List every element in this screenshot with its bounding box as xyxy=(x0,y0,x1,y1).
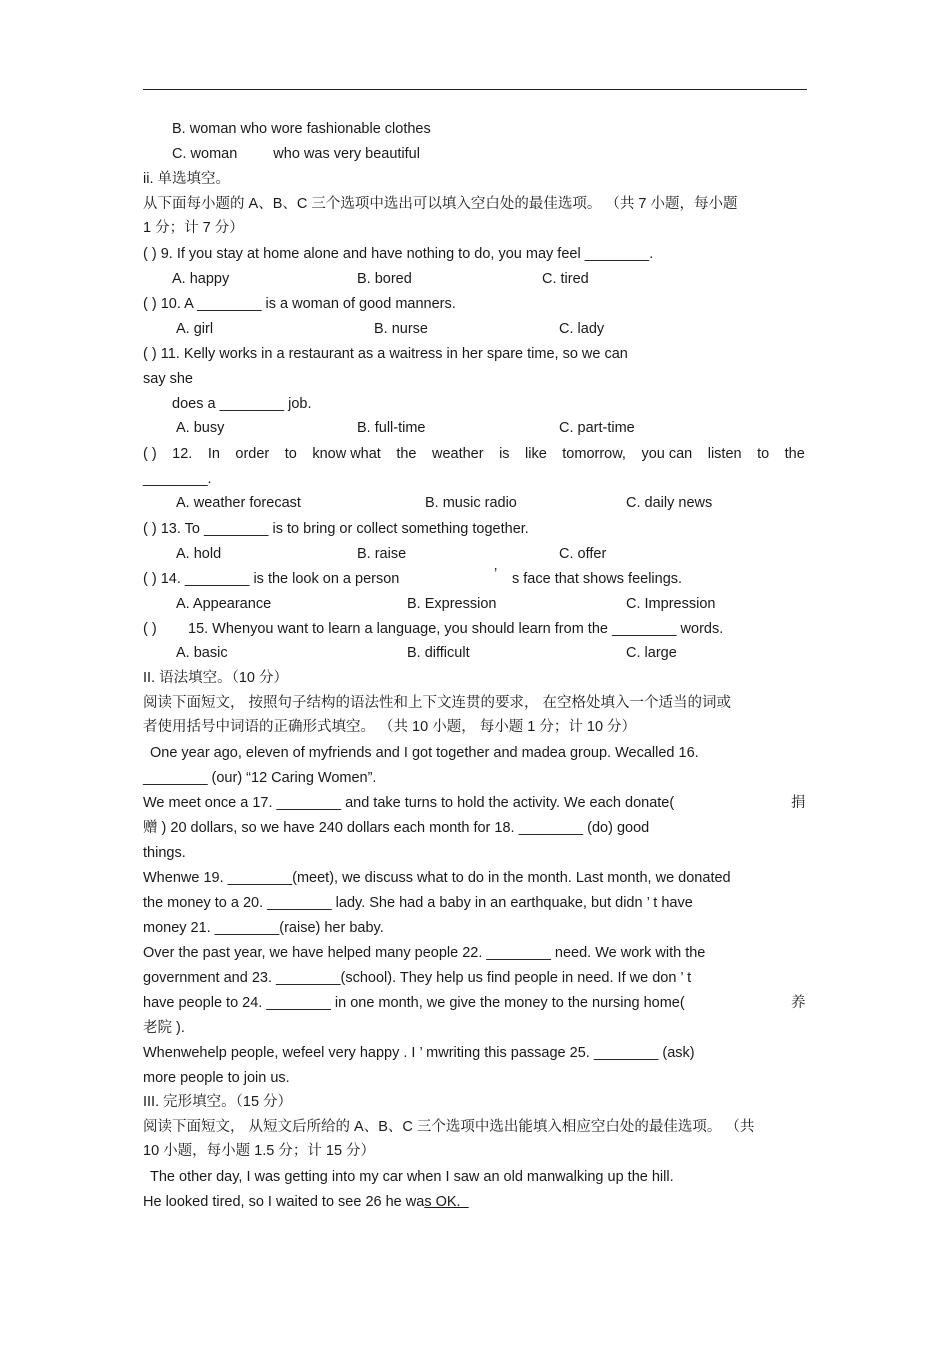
q14-option-b: B. Expression xyxy=(407,596,497,612)
section-III-passage-2 xyxy=(143,1193,469,1211)
section-II-heading: II. 语法填空。（10 分） xyxy=(143,670,289,686)
q12-word: the xyxy=(784,446,805,462)
section-ii-heading: ii. 单选填空。 xyxy=(143,171,230,187)
q12-word: like xyxy=(525,446,547,462)
q15-stem: 15. Whenyou want to learn a language, you should learn from the ________ words. xyxy=(188,621,724,637)
passage-line: Over the past year, we have helped many people 22. ________ need. We work with the xyxy=(143,945,706,961)
q14-stem-2: s face that shows feelings. xyxy=(512,571,683,587)
q11-stem-1: ( ) 11. Kelly works in a restaurant as a waitress in her spare time, so we can xyxy=(143,346,628,362)
q11-stem-3: does a ________ job. xyxy=(172,396,312,412)
margin-char-juan: 捐 xyxy=(791,795,806,811)
passage-line: things. xyxy=(143,845,186,861)
q9-option-a: A. happy xyxy=(172,271,230,287)
q12-word: know what xyxy=(312,446,381,462)
passage-line: Whenwehelp people, wefeel very happy . I ’ mwriting this passage 25. ________ (ask) xyxy=(143,1045,695,1061)
section-III-passage-2-text: He looked tired, so I waited to see 26 he wa xyxy=(143,1194,425,1210)
section-II-instruction-2: 者使用括号中词语的正确形式填空。 （共 10 小题， 每小题 1 分；计 10 分） xyxy=(143,719,637,735)
q12-option-b: B. music radio xyxy=(425,495,517,511)
passage-line: One year ago, eleven of myfriends and I got together and madea group. Wecalled 16. xyxy=(150,745,699,761)
q12-word: In xyxy=(207,446,220,462)
q9-option-c: C. tired xyxy=(542,271,589,287)
prev-option-c-suffix: who was very beautiful xyxy=(273,146,420,162)
passage-line: government and 23. ________(school). They help us find people in need. If we don ’ t xyxy=(143,970,692,986)
q15-option-c: C. large xyxy=(626,645,677,661)
prev-option-b: B. woman who wore fashionable clothes xyxy=(172,121,431,137)
section-III-instruction-1: 阅读下面短文， 从短文后所给的 A、B、C 三个选项中选出能填入相应空白处的最佳选项。 （共 xyxy=(143,1119,755,1135)
passage-line: Whenwe 19. ________(meet), we discuss what to do in the month. Last month, we donated xyxy=(143,870,731,886)
q12-paren: ( ) xyxy=(143,446,157,462)
q14-option-a: A. Appearance xyxy=(176,596,272,612)
q15-option-a: A. basic xyxy=(176,645,228,661)
section-III-instruction-2: 10 小题，每小题 1.5 分；计 15 分） xyxy=(143,1143,376,1159)
passage-line: We meet once a 17. ________ and take turns to hold the activity. We each donate( xyxy=(143,795,675,811)
q14-option-c: C. Impression xyxy=(626,596,716,612)
passage-line: have people to 24. ________ in one month, we give the money to the nursing home( xyxy=(143,995,685,1011)
q12-option-c: C. daily news xyxy=(626,495,713,511)
q13-stem: ( ) 13. To ________ is to bring or collect something together. xyxy=(143,521,529,537)
q9-option-b: B. bored xyxy=(357,271,412,287)
q11-option-b: B. full-time xyxy=(357,420,426,436)
q13-option-a: A. hold xyxy=(176,546,222,562)
q13-option-c: C. offer xyxy=(559,546,607,562)
q12-word: you can xyxy=(641,446,693,462)
q15-option-b: B. difficult xyxy=(407,645,470,661)
q10-option-c: C. lady xyxy=(559,321,605,337)
passage-line: the money to a 20. ________ lady. She had a baby in an earthquake, but didn ’ t have xyxy=(143,895,693,911)
q12-word: listen xyxy=(707,446,742,462)
header-rule xyxy=(143,89,807,90)
q12-word: to xyxy=(284,446,297,462)
q13-option-b: B. raise xyxy=(357,546,407,562)
q10-option-a: A. girl xyxy=(176,321,214,337)
passage-line: ________ (our) “12 Caring Women”. xyxy=(143,770,377,786)
q12-word: tomorrow, xyxy=(562,446,626,462)
q12-word: is xyxy=(499,446,510,462)
section-ii-instruction-1: 从下面每小题的 A、B、C 三个选项中选出可以填入空白处的最佳选项。 （共 7 小题，每小题 xyxy=(143,196,738,212)
section-III-passage-1: The other day, I was getting into my car when I saw an old manwalking up the hill. xyxy=(150,1169,674,1185)
q12-word: to xyxy=(757,446,770,462)
q12-blank: ________. xyxy=(143,471,212,487)
passage-line: more people to join us. xyxy=(143,1070,290,1086)
prev-option-c-prefix: C. woman xyxy=(172,146,238,162)
q15-paren: ( ) xyxy=(143,621,157,637)
passage-line: money 21. ________(raise) her baby. xyxy=(143,920,384,936)
passage-line: 老院 ). xyxy=(143,1020,185,1036)
section-III-heading: III. 完形填空。（15 分） xyxy=(143,1094,293,1110)
q14-apostrophe: ’ xyxy=(494,566,498,582)
q12-stem xyxy=(143,445,805,463)
passage-line: 赠 ) 20 dollars, so we have 240 dollars each month for 18. ________ (do) good xyxy=(143,820,650,836)
margin-char-yang: 养 xyxy=(791,995,806,1011)
q11-option-c: C. part-time xyxy=(559,420,635,436)
q12-num: 12. xyxy=(172,446,193,462)
q12-word: weather xyxy=(431,446,484,462)
prev-option-c xyxy=(172,145,420,163)
q12-word: the xyxy=(396,446,417,462)
q11-stem-2: say she xyxy=(143,371,193,387)
q11-option-a: A. busy xyxy=(176,420,225,436)
q10-stem: ( ) 10. A ________ is a woman of good manners. xyxy=(143,296,456,312)
section-III-passage-2-underlined: s OK. xyxy=(424,1194,469,1210)
q12-word: order xyxy=(235,446,270,462)
section-II-instruction-1: 阅读下面短文， 按照句子结构的语法性和上下文连贯的要求， 在空格处填入一个适当的词或 xyxy=(143,695,732,711)
q9-stem: ( ) 9. If you stay at home alone and have nothing to do, you may feel ________. xyxy=(143,246,654,262)
section-ii-instruction-2: 1 分；计 7 分） xyxy=(143,220,244,236)
q12-option-a: A. weather forecast xyxy=(176,495,301,511)
q10-option-b: B. nurse xyxy=(374,321,428,337)
q14-stem-1: ( ) 14. ________ is the look on a person xyxy=(143,571,400,587)
